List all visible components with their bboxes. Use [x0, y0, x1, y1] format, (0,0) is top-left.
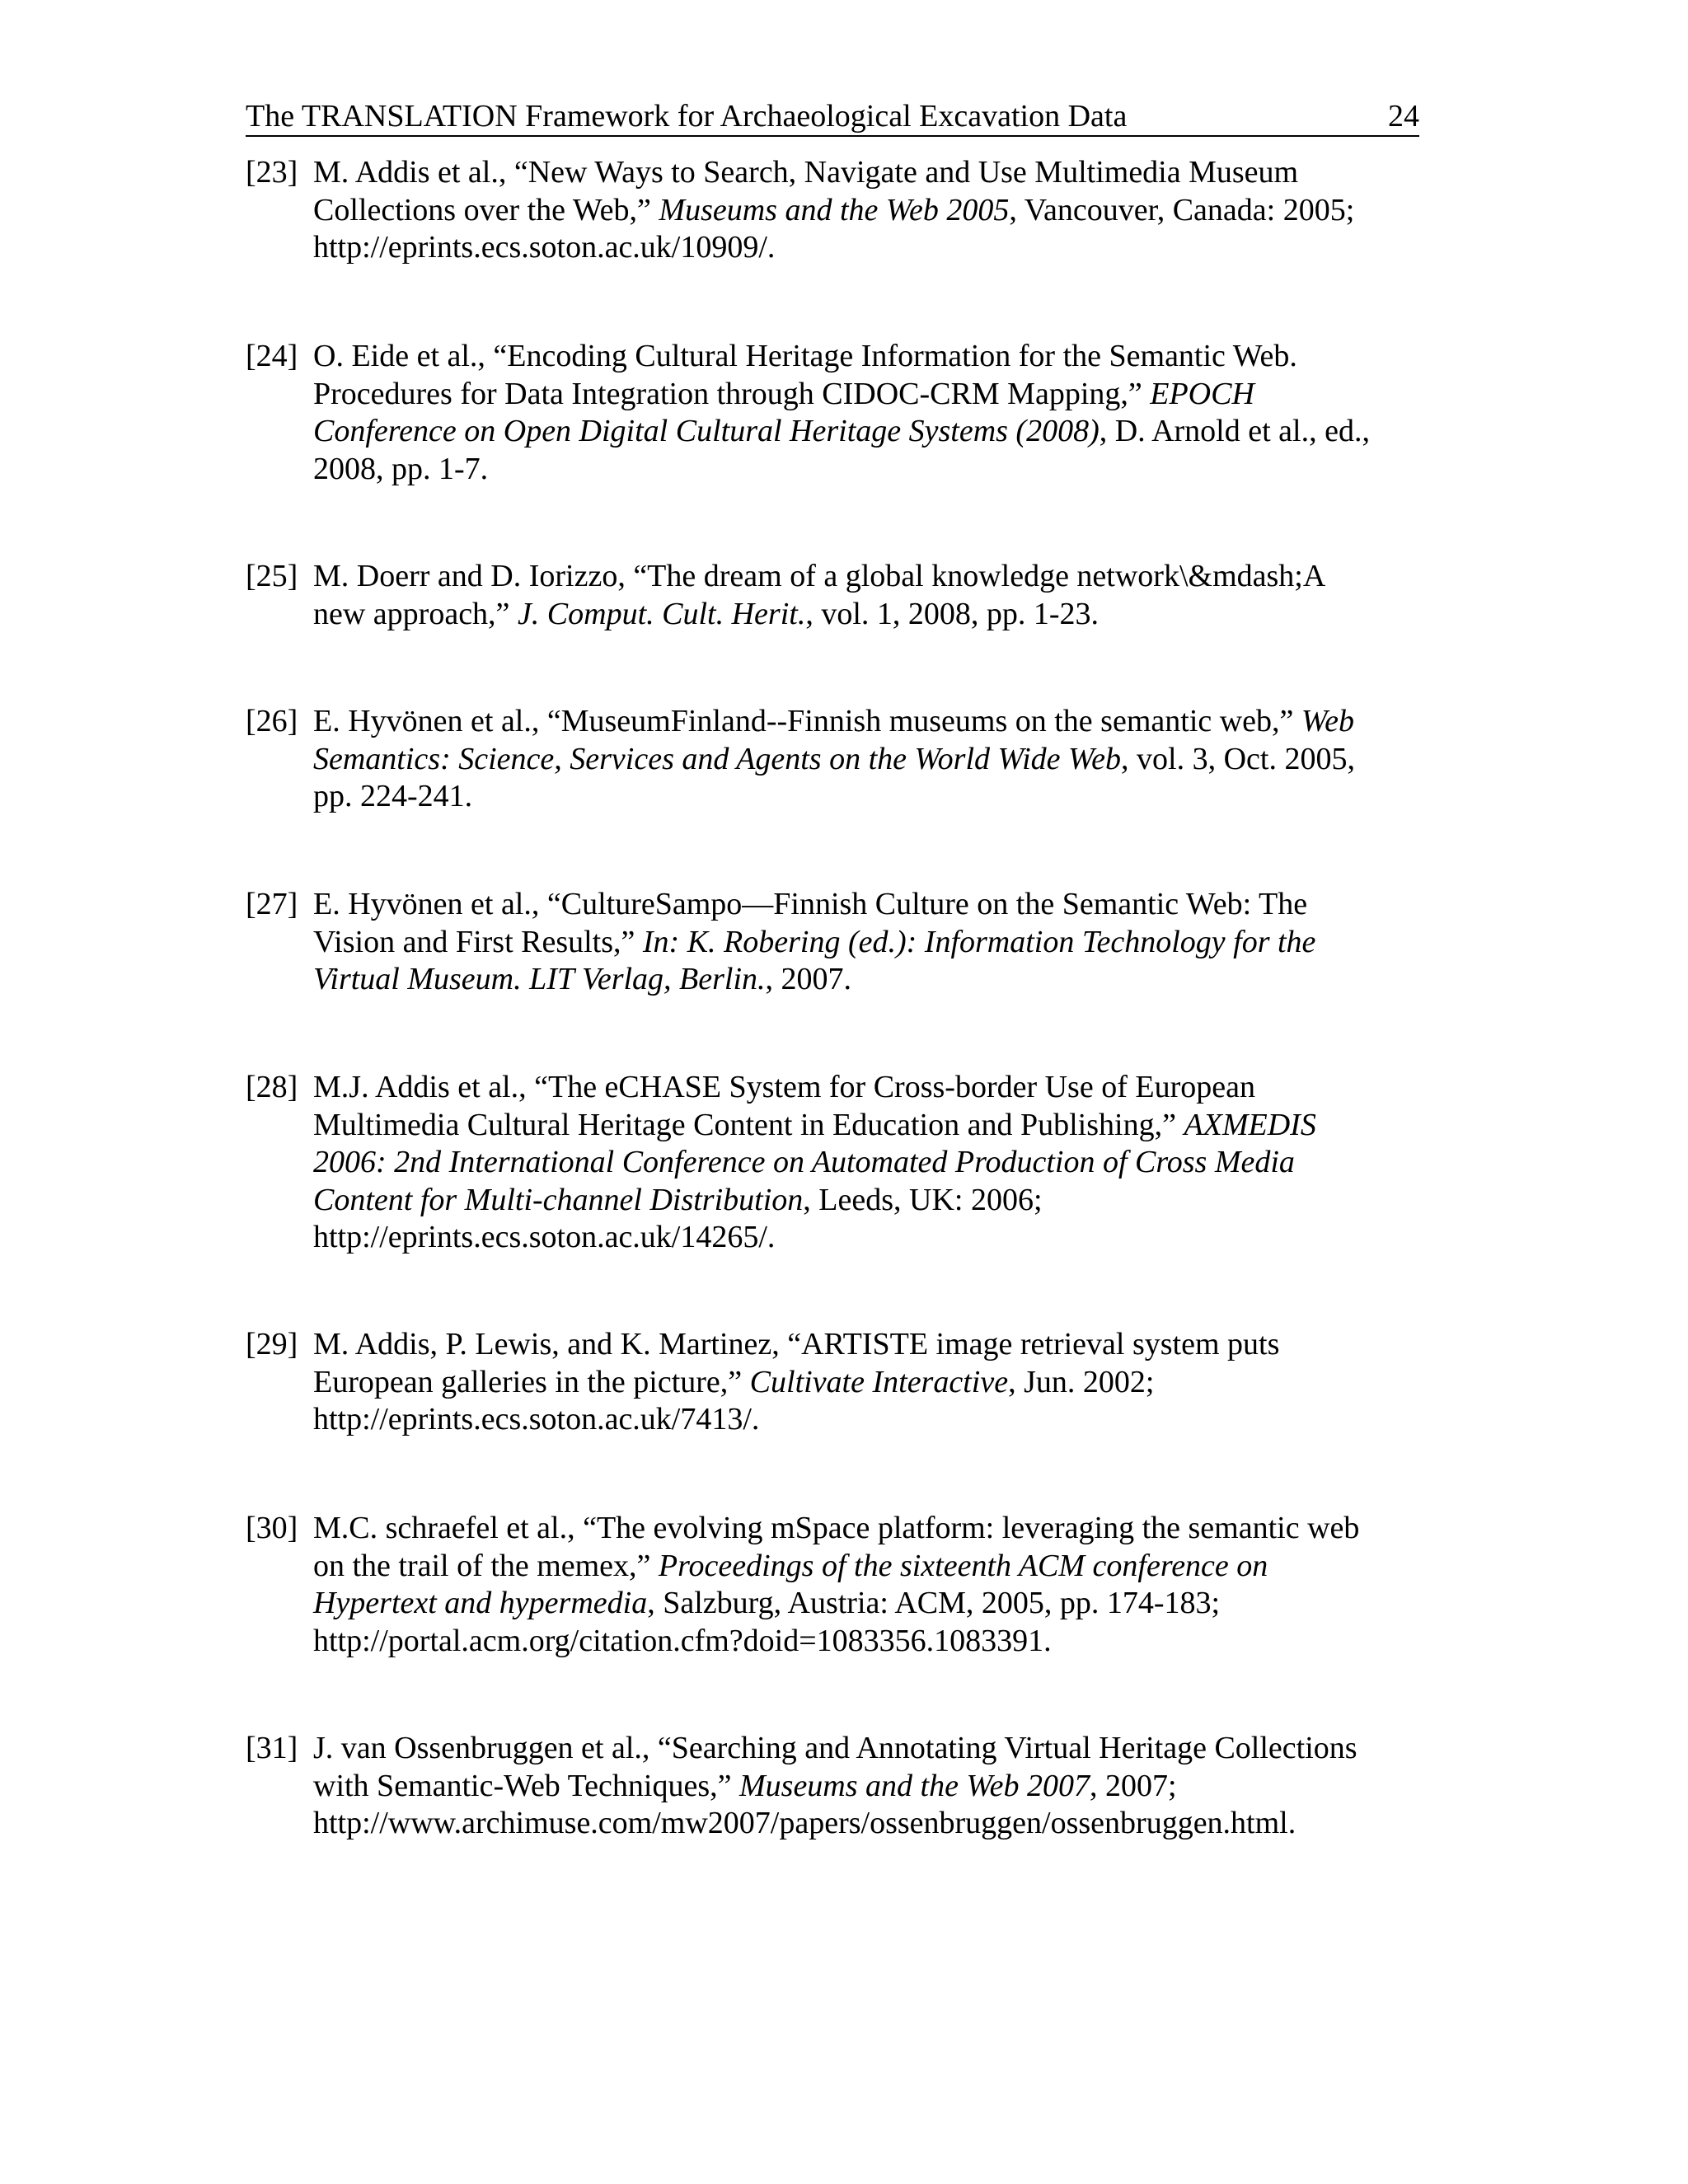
reference-number: [24]: [246, 339, 298, 373]
reference-line: [313, 1182, 1432, 1220]
italic-text-segment: Semantics: Science, Services and Agents on the World Wide Web: [313, 741, 1122, 776]
reference-entry: [246, 886, 1432, 999]
text-segment: with Semantic-Web Techniques,”: [313, 1768, 739, 1803]
reference-line: [313, 1144, 1432, 1182]
reference-entry: [246, 703, 1432, 816]
reference-line: [313, 154, 1432, 192]
reference-line: [313, 924, 1432, 962]
text-segment: pp. 224-241.: [313, 779, 473, 813]
text-segment: , vol. 1, 2008, pp. 1-23.: [805, 596, 1100, 631]
italic-text-segment: AXMEDIS: [1184, 1107, 1316, 1142]
text-segment: M.C. schraefel et al., “The evolving mSpace platform: leveraging the semantic web: [313, 1511, 1360, 1545]
text-segment: , vol. 3, Oct. 2005,: [1121, 741, 1355, 776]
reference-line: [313, 596, 1432, 634]
text-segment: http://www.archimuse.com/mw2007/papers/ossenbruggen/ossenbruggen.html.: [313, 1806, 1296, 1840]
text-segment: Collections over the Web,”: [313, 192, 659, 227]
reference-text: [313, 1510, 1432, 1660]
reference-line: [313, 1585, 1432, 1623]
text-segment: M. Addis, P. Lewis, and K. Martinez, “ARTISTE image retrieval system puts: [313, 1327, 1280, 1361]
text-segment: , 2007.: [765, 962, 852, 996]
italic-text-segment: Web: [1301, 704, 1354, 738]
italic-text-segment: EPOCH: [1150, 376, 1254, 411]
italic-text-segment: J. Comput. Cult. Herit.: [517, 596, 806, 631]
text-segment: http://eprints.ecs.soton.ac.uk/7413/.: [313, 1402, 760, 1436]
italic-text-segment: Cultivate Interactive: [749, 1364, 1009, 1399]
text-segment: Procedures for Data Integration through CIDOC-CRM Mapping,”: [313, 376, 1151, 411]
text-segment: , D. Arnold et al., ed.,: [1099, 414, 1370, 448]
reference-line: [313, 1768, 1432, 1806]
reference-text: [313, 154, 1432, 267]
italic-text-segment: Virtual Museum. LIT Verlag, Berlin.: [313, 962, 766, 996]
reference-line: [313, 1548, 1432, 1586]
italic-text-segment: Content for Multi-channel Distribution: [313, 1182, 804, 1217]
reference-entry: [246, 1730, 1432, 1843]
italic-text-segment: Hypertext and hypermedia: [313, 1586, 648, 1620]
reference-line: [313, 1326, 1432, 1364]
reference-line: [313, 558, 1432, 596]
text-segment: new approach,”: [313, 596, 518, 631]
page-number: 24: [1388, 99, 1419, 134]
reference-line: [313, 1623, 1432, 1661]
text-segment: J. van Ossenbruggen et al., “Searching and Annotating Virtual Heritage Collections: [313, 1731, 1357, 1765]
reference-number: [31]: [246, 1731, 298, 1765]
reference-line: [313, 451, 1432, 489]
text-segment: on the trail of the memex,”: [313, 1548, 659, 1583]
reference-line: [313, 1107, 1432, 1145]
italic-text-segment: In: K. Robering (ed.): Information Technology for the: [642, 924, 1316, 959]
text-segment: M. Addis et al., “New Ways to Search, Navigate and Use Multimedia Museum: [313, 155, 1299, 190]
reference-entry: [246, 1510, 1432, 1660]
reference-line: [313, 229, 1432, 267]
reference-line: [313, 961, 1432, 999]
reference-text: [313, 703, 1432, 816]
text-segment: , Leeds, UK: 2006;: [803, 1182, 1043, 1217]
running-title: The TRANSLATION Framework for Archaeological Excavation Data: [246, 99, 1128, 134]
reference-number: [23]: [246, 155, 298, 190]
reference-line: [313, 413, 1432, 451]
text-segment: M. Doerr and D. Iorizzo, “The dream of a global knowledge network\&mdash;A: [313, 559, 1326, 593]
text-segment: , Vancouver, Canada: 2005;: [1009, 192, 1355, 227]
reference-text: [313, 886, 1432, 999]
text-segment: , Jun. 2002;: [1008, 1364, 1155, 1399]
italic-text-segment: Conference on Open Digital Cultural Heritage Systems (2008): [313, 414, 1100, 448]
text-segment: Multimedia Cultural Heritage Content in Education and Publishing,”: [313, 1107, 1184, 1142]
italic-text-segment: Museums and the Web 2005: [659, 192, 1010, 227]
reference-number: [27]: [246, 887, 298, 921]
text-segment: 2008, pp. 1-7.: [313, 451, 489, 486]
reference-line: [313, 1401, 1432, 1439]
text-segment: E. Hyvönen et al., “CultureSampo―Finnish Culture on the Semantic Web: The: [313, 887, 1308, 921]
reference-line: [313, 1510, 1432, 1548]
text-segment: http://eprints.ecs.soton.ac.uk/14265/.: [313, 1220, 776, 1254]
reference-line: [313, 1219, 1432, 1257]
reference-text: [313, 558, 1432, 633]
reference-line: [313, 376, 1432, 414]
reference-line: [313, 1069, 1432, 1107]
reference-text: [313, 338, 1432, 488]
reference-entry: [246, 338, 1432, 488]
text-segment: E. Hyvönen et al., “MuseumFinland--Finnish museums on the semantic web,”: [313, 704, 1301, 738]
text-segment: European galleries in the picture,”: [313, 1364, 750, 1399]
reference-line: [313, 338, 1432, 376]
reference-line: [313, 741, 1432, 779]
reference-line: [313, 1730, 1432, 1768]
reference-line: [313, 703, 1432, 741]
reference-number: [25]: [246, 559, 298, 593]
text-segment: http://eprints.ecs.soton.ac.uk/10909/.: [313, 230, 776, 265]
italic-text-segment: Museums and the Web 2007: [739, 1768, 1090, 1803]
text-segment: Vision and First Results,”: [313, 924, 643, 959]
reference-entry: [246, 1069, 1432, 1257]
reference-number: [28]: [246, 1070, 298, 1104]
text-segment: O. Eide et al., “Encoding Cultural Heritage Information for the Semantic Web.: [313, 339, 1297, 373]
reference-text: [313, 1069, 1432, 1257]
italic-text-segment: 2006: 2nd International Conference on Automated Production of Cross Media: [313, 1145, 1295, 1179]
reference-line: [313, 1805, 1432, 1843]
reference-line: [313, 886, 1432, 924]
reference-number: [29]: [246, 1327, 298, 1361]
reference-line: [313, 192, 1432, 230]
reference-number: [30]: [246, 1511, 298, 1545]
text-segment: M.J. Addis et al., “The eCHASE System for Cross-border Use of European: [313, 1070, 1255, 1104]
text-segment: , 2007;: [1090, 1768, 1177, 1803]
reference-text: [313, 1730, 1432, 1843]
reference-number: [26]: [246, 704, 298, 738]
reference-text: [313, 1326, 1432, 1439]
page-header: [246, 97, 1419, 137]
text-segment: , Salzburg, Austria: ACM, 2005, pp. 174-183;: [647, 1586, 1221, 1620]
reference-entry: [246, 558, 1432, 633]
reference-entry: [246, 1326, 1432, 1439]
reference-line: [313, 1364, 1432, 1402]
reference-entry: [246, 154, 1432, 267]
text-segment: http://portal.acm.org/citation.cfm?doid=1083356.1083391.: [313, 1623, 1052, 1658]
reference-line: [313, 778, 1432, 816]
italic-text-segment: Proceedings of the sixteenth ACM conference on: [658, 1548, 1268, 1583]
